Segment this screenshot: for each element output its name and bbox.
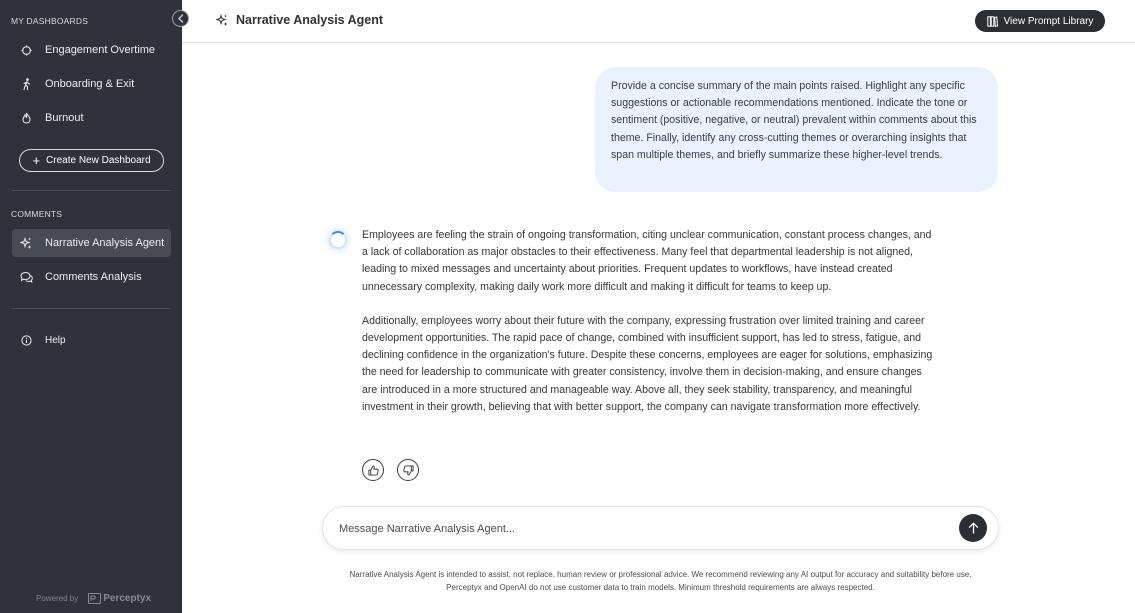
sidebar-item-engagement-overtime[interactable] bbox=[12, 36, 171, 64]
sidebar-item-label: Narrative Analysis Agent bbox=[45, 237, 165, 249]
agent-response bbox=[362, 227, 934, 416]
disclaimer-line: Perceptyx and OpenAI do not use customer data to train models. Minimum threshold requirements are always respected. bbox=[446, 582, 875, 592]
chevron-left-icon bbox=[177, 14, 185, 23]
sidebar-item-label: Help bbox=[45, 334, 66, 346]
sparkle-icon bbox=[216, 14, 228, 26]
thumbs-up-icon bbox=[368, 465, 379, 476]
sidebar-divider bbox=[12, 190, 171, 191]
arrow-up-icon bbox=[968, 522, 979, 534]
my-dashboards-label: MY DASHBOARDS bbox=[11, 16, 89, 26]
view-prompt-library-label: View Prompt Library bbox=[1003, 15, 1094, 27]
thumbs-down-button[interactable] bbox=[397, 459, 419, 481]
send-button[interactable] bbox=[959, 514, 987, 542]
page-title-text: Narrative Analysis Agent bbox=[236, 13, 384, 27]
sidebar-item-burnout[interactable] bbox=[12, 104, 171, 132]
walking-person-icon bbox=[19, 77, 33, 91]
user-message-bubble: Provide a concise summary of the main points raised. Highlight any specific suggestions or actionable recommendations mentioned. Indicate the tone or sentiment (positive, negative, or neutral) prevalent within comments about this theme. Finally, identify any cross-cutting themes or overarching insights that span multiple themes, and briefly summarize these higher-level trends. bbox=[595, 67, 998, 192]
thumbs-down-icon bbox=[403, 465, 414, 476]
comments-section-label: COMMENTS bbox=[11, 209, 63, 219]
sidebar-item-help[interactable] bbox=[12, 326, 171, 354]
sidebar-item-label: Engagement Overtime bbox=[45, 44, 156, 56]
collapse-sidebar-button[interactable] bbox=[172, 10, 189, 27]
target-icon bbox=[19, 43, 33, 57]
response-paragraph: Additionally, employees worry about their future with the company, expressing frustration over limited training and career development opportunities. The rapid pace of change, combined with insufficient support, has led to stress, fatigue, and declining confidence in the organization's future. Despite these concerns, employees are eager for solutions, emphasizing the need for leadership to communicate with greater consistency, involve them in decision-making, and ensure changes are introduced in a more structured and manageable way. Above all, they seek stability, transparency, and meaningful investment in their growth, believing that with better support, the company can navigate transformation more effectively. bbox=[362, 314, 933, 413]
perceptyx-logo bbox=[88, 593, 151, 604]
sidebar-item-label: Burnout bbox=[45, 112, 84, 124]
thumbs-up-button[interactable] bbox=[362, 459, 384, 481]
sidebar bbox=[0, 0, 182, 613]
plus-icon: + bbox=[32, 153, 41, 168]
flame-icon bbox=[19, 111, 33, 125]
message-input[interactable] bbox=[339, 519, 939, 539]
info-icon bbox=[19, 333, 33, 347]
sidebar-item-label: Comments Analysis bbox=[45, 271, 142, 283]
sidebar-item-onboarding-exit[interactable] bbox=[12, 70, 171, 98]
sidebar-divider bbox=[12, 308, 171, 309]
message-composer bbox=[322, 506, 999, 550]
brand-name: Perceptyx bbox=[103, 593, 152, 604]
page-title bbox=[216, 13, 383, 27]
library-icon bbox=[987, 16, 998, 27]
chat-bubbles-icon bbox=[19, 270, 33, 284]
sidebar-item-narrative-analysis-agent[interactable] bbox=[12, 229, 171, 257]
agent-avatar-spinner bbox=[329, 231, 347, 249]
sparkle-icon bbox=[19, 236, 33, 250]
response-paragraph: Employees are feeling the strain of ongoing transformation, citing unclear communication, constant process changes, and a lack of collaboration as major obstacles to their effectiveness. Many feel that departmental leadership is not aligned, leading to mixed messages and uncertainty about priorities. Frequent updates to workflows, have instead created unnecessary complexity, making daily work more difficult and making it difficult for teams to keep up. bbox=[362, 229, 932, 293]
powered-by bbox=[36, 593, 151, 604]
sidebar-item-label: Onboarding & Exit bbox=[45, 78, 135, 90]
disclaimer-line: Narrative Analysis Agent is intended to assist, not replace, human review or professional advice. We recommend reviewing any AI output for accuracy and suitability before use. bbox=[349, 570, 972, 579]
sidebar-item-comments-analysis[interactable] bbox=[12, 263, 171, 291]
powered-by-label: Powered by bbox=[36, 594, 79, 603]
view-prompt-library-button[interactable] bbox=[975, 10, 1105, 32]
top-header bbox=[182, 0, 1135, 43]
create-new-dashboard-button[interactable] bbox=[19, 149, 164, 172]
ai-disclaimer bbox=[322, 569, 999, 594]
create-new-dashboard-label: Create New Dashboard bbox=[46, 155, 151, 166]
